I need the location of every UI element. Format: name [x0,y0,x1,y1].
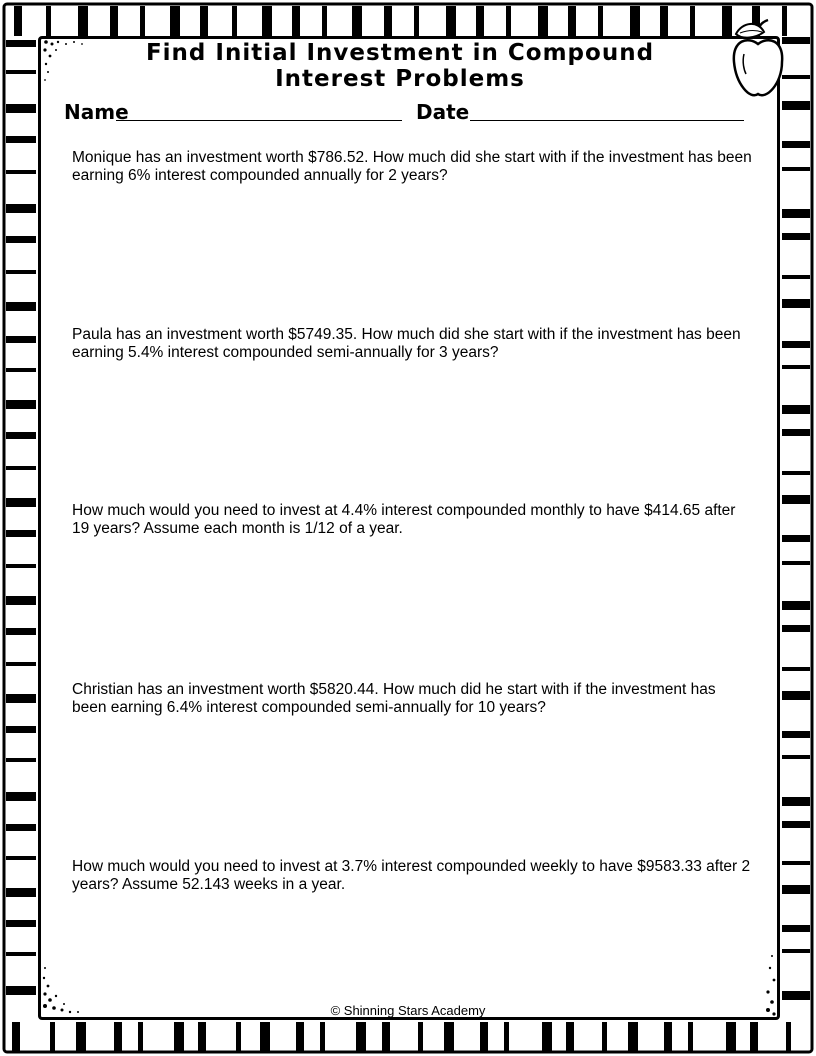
problem-5: How much would you need to invest at 3.7% interest compounded weekly to have $9583.33 after 2 years? Assume 52.143 weeks in a year. [72,858,751,893]
name-label: Name [64,100,129,124]
date-line[interactable] [470,120,744,121]
date-label: Date [416,100,470,124]
worksheet-title: Find Initial Investment in Compound Interest Problems [145,40,655,92]
apple-icon [728,14,788,106]
problem-4: Christian has an investment worth $5820.44. How much did he start with if the investment has been earning 6.4% interest compounded semi-annually for 10 years? [72,681,716,716]
name-date-row [64,100,754,126]
name-line[interactable] [116,120,402,121]
dots-top-left [40,38,90,88]
problem-2: Paula has an investment worth $5749.35. How much did she start with if the investment has been earning 5.4% interest compounded semi-annually for 3 years? [72,326,741,361]
problem-3: How much would you need to invest at 4.4% interest compounded monthly to have $414.65 after 19 years? Assume each month is 1/12 of a year. [72,502,736,537]
copyright-footer: © Shinning Stars Academy [330,1003,486,1018]
problem-1: Monique has an investment worth $786.52. How much did she start with if the investment has been earning 6% interest compounded annually for 2 years? [72,149,752,184]
